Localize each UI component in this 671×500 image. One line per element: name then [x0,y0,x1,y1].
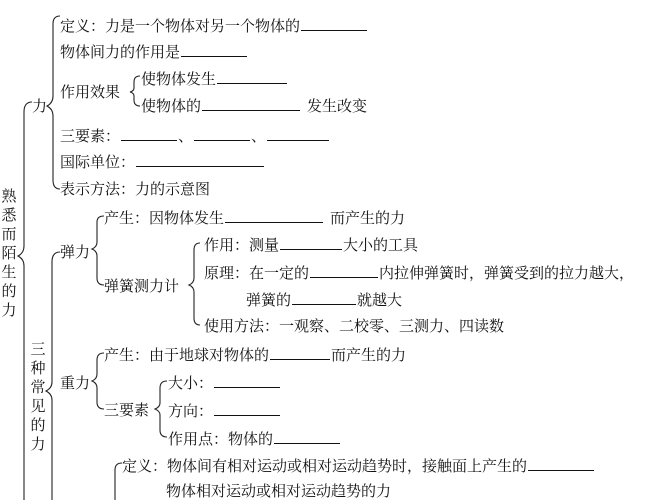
spring-principle-line2 [246,290,402,309]
elastic-origin-prefix: 产生：因物体发生 [104,209,225,227]
root-title: 熟悉而陌生的力 [1,187,17,319]
blank-line [528,456,594,471]
blank-line [202,96,300,111]
elastic-origin-suffix: 而产生的力 [330,209,406,227]
effect-brace [130,76,140,106]
blank-line [214,373,280,388]
force-interaction [60,42,248,61]
spring-method: 使用方法：一观察、二校零、三测力、四读数 [204,317,505,335]
force-definition-label: 定义：力是一个物体对另一个物体的 [60,17,301,35]
force-definition [60,16,368,35]
separator: 、 [178,127,194,145]
gravity-size-label: 大小： [168,374,214,392]
blank-line [310,263,378,278]
force-brace [47,16,60,189]
gravity-direction [168,401,281,420]
spring-principle-suffix: 内拉伸弹簧时，弹簧受到的拉力越大， [379,264,635,282]
gravity-size [168,373,281,392]
spring-use [204,235,418,254]
spring-use-suffix: 大小的工具 [343,236,419,254]
elastic-origin [104,208,405,227]
blank-line [217,69,287,84]
blank-line [121,126,177,141]
spring-principle [204,263,634,282]
gravity-origin-prefix: 产生：由于地球对物体的 [104,346,270,364]
blank-line [292,290,356,305]
blank-line [214,401,280,416]
separator: 、 [251,127,267,145]
blank-line [225,208,323,223]
spring-scale-brace [189,243,200,325]
gravity-origin-suffix: 而产生的力 [331,346,407,364]
blank-line [301,16,367,31]
blank-line [274,429,340,444]
blank-line [136,152,264,167]
gravity-origin [104,345,406,364]
gravity-point [168,429,341,448]
friction-definition [122,456,595,475]
spring-principle-prefix: 原理：在一定的 [204,264,310,282]
effect-item-2-suffix: 发生改变 [307,97,368,115]
spring-principle-line2-prefix: 弹簧的 [246,291,292,309]
gravity-direction-label: 方向： [168,402,214,420]
blank-line [267,126,329,141]
spring-scale-title: 弹簧测力计 [104,277,180,295]
effect-item-2 [141,96,367,115]
friction-definition-prefix: 定义：物体间有相对运动或相对运动趋势时，接触面上产生的 [122,457,528,475]
blank-line [280,235,342,250]
blank-line [194,126,250,141]
three-elements [60,126,330,145]
effect-item-1-text: 使物体发生 [141,70,217,88]
spring-principle-line2-suffix: 就越大 [357,291,403,309]
friction-definition-line2: 物体相对运动或相对运动趋势的力 [166,482,392,500]
force-title: 力 [32,97,48,115]
friction-brace [115,463,122,500]
gravity-brace [92,353,104,409]
force-interaction-label: 物体间力的作用是 [60,43,181,61]
unit [60,152,265,171]
three-forces-brace [46,252,60,500]
three-forces-title: 三种常见的力 [30,340,46,453]
representation: 表示方法：力的示意图 [60,180,211,198]
elastic-brace [92,216,104,285]
unit-label: 国际单位： [60,153,136,171]
effect-item-1 [141,69,288,88]
gravity-elements-title: 三要素 [104,401,150,419]
effect-item-2-prefix: 使物体的 [141,97,202,115]
spring-use-prefix: 作用：测量 [204,236,280,254]
three-elements-label: 三要素： [60,127,121,145]
gravity-title: 重力 [60,374,91,392]
blank-line [181,42,247,57]
effect-label: 作用效果 [60,83,121,101]
blank-line [270,345,330,360]
gravity-elements-brace [155,381,167,437]
gravity-point-prefix: 作用点：物体的 [168,430,274,448]
elastic-title: 弹力 [60,243,91,261]
